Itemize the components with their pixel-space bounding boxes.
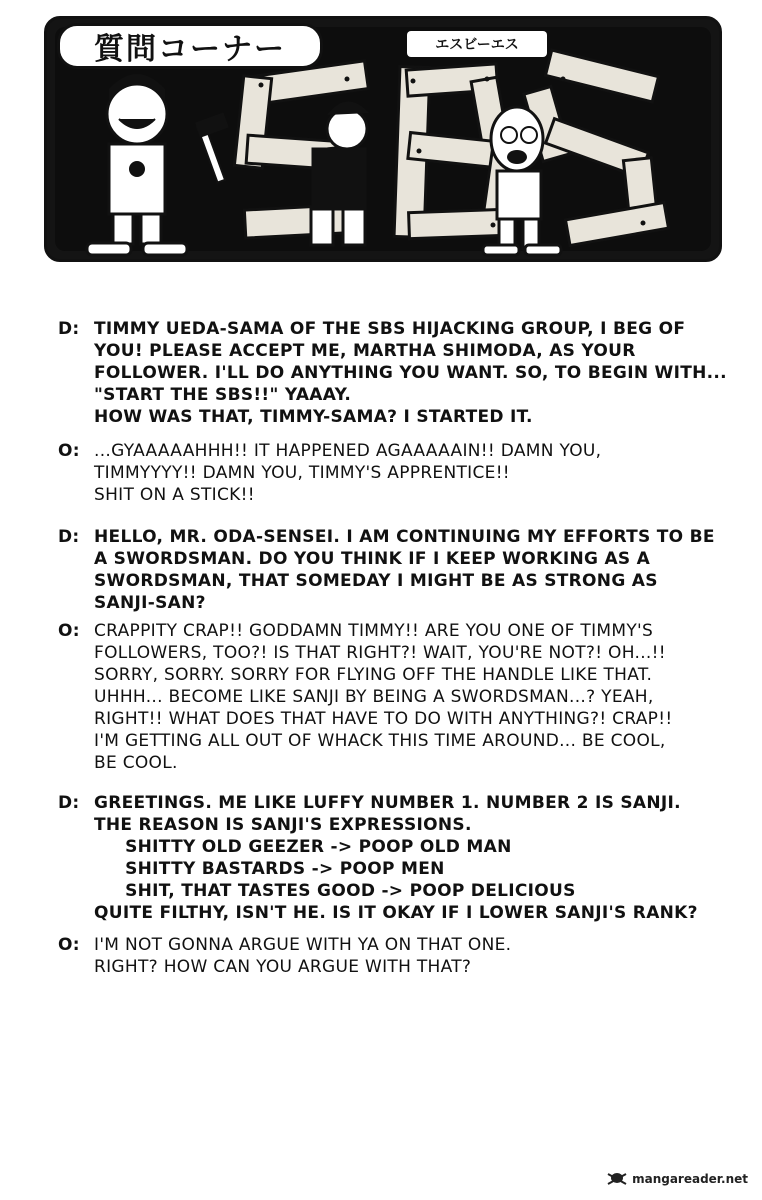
qa-text — [94, 526, 718, 614]
text-line: HOW WAS THAT, TIMMY-SAMA? I STARTED IT. — [94, 407, 533, 427]
answer-block — [58, 934, 718, 978]
text-line: ...GYAAAAAHHH!! IT HAPPENED AGAAAAAIN!! DAMN YOU, — [94, 441, 602, 461]
question-tag: D: — [58, 319, 80, 339]
qa-text — [94, 318, 727, 428]
plank-letters — [234, 50, 668, 245]
qa-row — [58, 792, 718, 924]
text-line: "START THE SBS!!" YAAAY. — [94, 385, 352, 405]
text-line: BE COOL. — [94, 753, 178, 773]
text-line: TIMMYYYY!! DAMN YOU, TIMMY'S APPRENTICE!! — [94, 463, 510, 483]
banner-subtitle: エスビーエス — [407, 31, 547, 57]
answer-tag: O: — [58, 935, 80, 955]
text-line: QUITE FILTHY, ISN'T HE. IS IT OKAY IF I LOWER SANJI'S RANK? — [94, 903, 698, 923]
text-line: SANJI-SAN? — [94, 593, 206, 613]
text-line: TIMMY UEDA-SAMA OF THE SBS HIJACKING GROUP, I BEG OF — [94, 319, 686, 339]
qa-row — [58, 440, 718, 506]
qa-text — [94, 620, 718, 774]
text-line: SHITTY OLD GEEZER -> POOP OLD MAN — [94, 837, 512, 857]
text-line: THE REASON IS SANJI'S EXPRESSIONS. — [94, 815, 472, 835]
text-line: SHIT ON A STICK!! — [94, 485, 255, 505]
text-line: RIGHT!! WHAT DOES THAT HAVE TO DO WITH ANYTHING?! CRAP!! — [94, 709, 673, 729]
text-line: A SWORDSMAN. DO YOU THINK IF I KEEP WORKING AS A — [94, 549, 651, 569]
page-title: 質問コーナー — [57, 23, 323, 69]
text-line: I'M NOT GONNA ARGUE WITH YA ON THAT ONE. — [94, 935, 512, 955]
question-block — [58, 318, 727, 428]
text-line: GREETINGS. ME LIKE LUFFY NUMBER 1. NUMBER 2 IS SANJI. — [94, 793, 681, 813]
sbs-banner — [44, 16, 722, 262]
qa-text — [94, 440, 718, 506]
answer-block — [58, 440, 718, 506]
qa-row — [58, 620, 718, 774]
qa-row — [58, 526, 718, 614]
question-block — [58, 526, 718, 614]
text-line: SWORDSMAN, THAT SOMEDAY I MIGHT BE AS STRONG AS — [94, 571, 658, 591]
text-line: SHIT, THAT TASTES GOOD -> POOP DELICIOUS — [94, 881, 576, 901]
question-block — [58, 792, 718, 924]
question-tag: D: — [58, 793, 80, 813]
question-tag: D: — [58, 527, 80, 547]
qa-text — [94, 934, 718, 978]
text-line: YOU! PLEASE ACCEPT ME, MARTHA SHIMODA, AS YOUR — [94, 341, 636, 361]
answer-tag: O: — [58, 621, 80, 641]
character-hammer — [87, 74, 229, 255]
credit-text: mangareader.net — [632, 1172, 748, 1186]
text-line: SHITTY BASTARDS -> POOP MEN — [94, 859, 445, 879]
text-line: FOLLOWERS, TOO?! IS THAT RIGHT?! WAIT, YOU'RE NOT?! OH...!! — [94, 643, 666, 663]
text-line: I'M GETTING ALL OUT OF WHACK THIS TIME AROUND... BE COOL, — [94, 731, 666, 751]
text-line: SORRY, SORRY. SORRY FOR FLYING OFF THE HANDLE LIKE THAT. — [94, 665, 653, 685]
text-line: UHHH... BECOME LIKE SANJI BY BEING A SWORDSMAN...? YEAH, — [94, 687, 654, 707]
answer-block — [58, 620, 718, 774]
text-line: HELLO, MR. ODA-SENSEI. I AM CONTINUING MY EFFORTS TO BE — [94, 527, 715, 547]
qa-text — [94, 792, 718, 924]
text-line: RIGHT? HOW CAN YOU ARGUE WITH THAT? — [94, 957, 472, 977]
qa-row — [58, 318, 727, 428]
skull-logo-icon — [606, 1172, 628, 1186]
text-line: CRAPPITY CRAP!! GODDAMN TIMMY!! ARE YOU ONE OF TIMMY'S — [94, 621, 654, 641]
qa-row — [58, 934, 718, 978]
answer-tag: O: — [58, 441, 80, 461]
text-line: FOLLOWER. I'LL DO ANYTHING YOU WANT. SO, TO BEGIN WITH... — [94, 363, 727, 383]
credit-watermark — [606, 1172, 748, 1186]
